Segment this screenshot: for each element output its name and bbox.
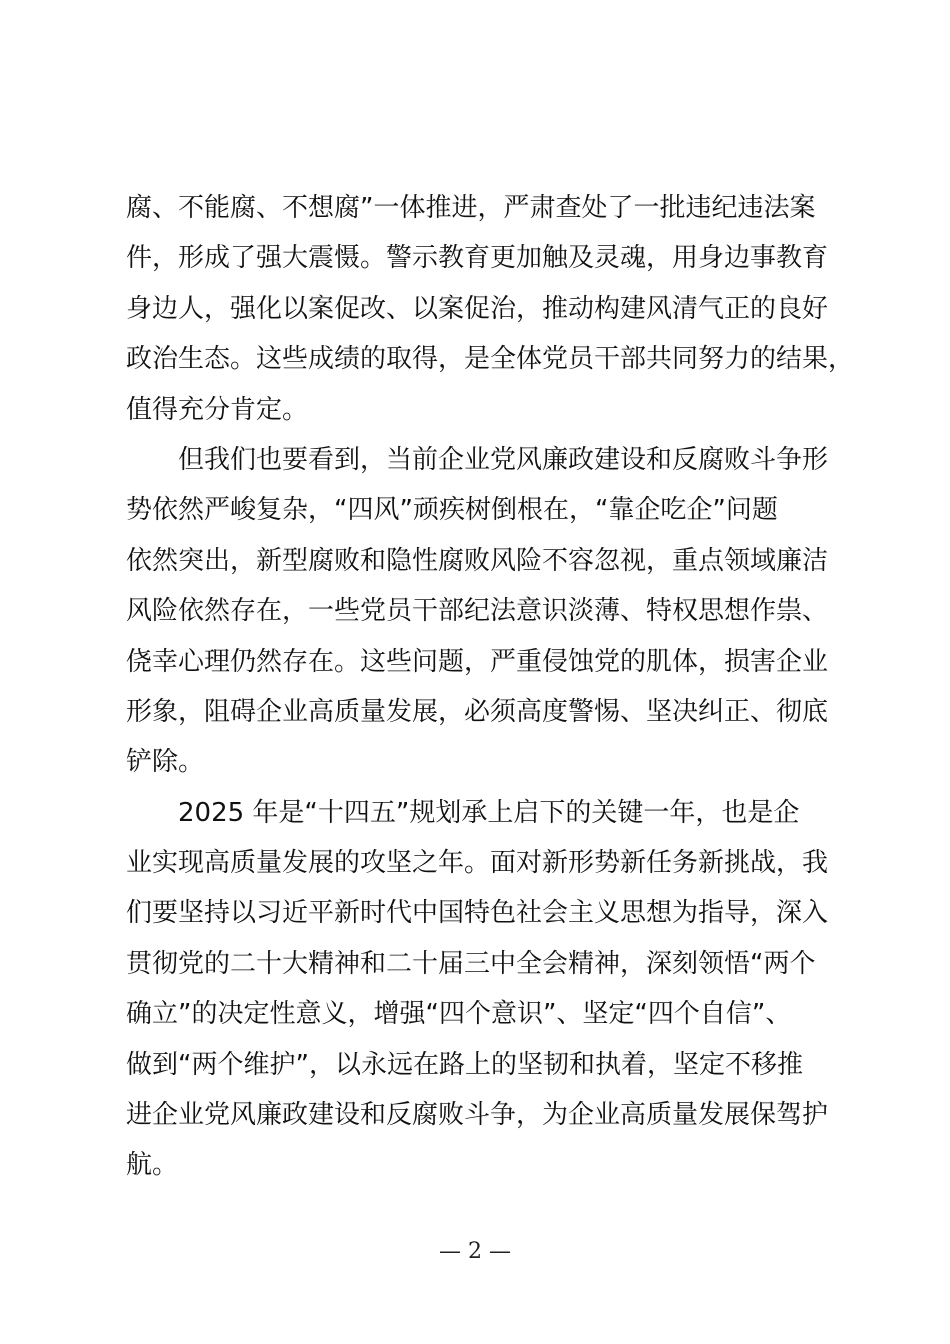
paragraph-line: 做到“两个维护”，以永远在路上的坚韧和执着，坚定不移推 <box>126 1049 803 1080</box>
page-number: — 2 — <box>439 1239 511 1264</box>
paragraph-line: 腐、不能腐、不想腐”一体推进，严肃查处了一批违纪违法案 <box>126 193 816 223</box>
paragraph-line: 进企业党风廉政建设和反腐败斗争，为企业高质量发展保驾护 <box>126 1100 829 1131</box>
paragraph-line: 们要坚持以习近平新时代中国特色社会主义思想为指导，深入 <box>126 898 829 929</box>
paragraph-line: 侥幸心理仍然存在。这些问题，严重侵蚀党的肌体，损害企业 <box>126 646 829 677</box>
paragraph-line: 2025 年是“十四五”规划承上启下的关键一年，也是企 <box>178 797 800 828</box>
paragraph-line: 铲除。 <box>126 747 205 778</box>
document-body <box>126 183 858 1191</box>
paragraph-line: 形象，阻碍企业高质量发展，必须高度警惕、坚决纠正、彻底 <box>126 696 829 727</box>
paragraph-line: 但我们也要看到，当前企业党风廉政建设和反腐败斗争形 <box>178 444 829 475</box>
paragraph-line: 势依然严峻复杂，“四风”顽疾树倒根在，“靠企吃企”问题 <box>126 495 778 526</box>
paragraph-2 <box>126 435 858 788</box>
paragraph-line: 贯彻党的二十大精神和二十届三中全会精神，深刻领悟“两个 <box>126 948 816 979</box>
paragraph-line: 件，形成了强大震慑。警示教育更加触及灵魂，用身边事教育 <box>126 243 829 274</box>
paragraph-line: 值得充分肯定。 <box>126 394 309 425</box>
paragraph-line: 依然突出，新型腐败和隐性腐败风险不容忽视，重点领域廉洁 <box>126 545 829 576</box>
paragraph-line: 航。 <box>126 1150 179 1181</box>
paragraph-line: 确立”的决定性意义，增强“四个意识”、坚定“四个自信”、 <box>126 999 792 1030</box>
paragraph-1 <box>126 183 858 435</box>
paragraph-line: 政治生态。这些成绩的取得，是全体党员干部共同努力的结果， <box>126 344 855 375</box>
paragraph-line: 风险依然存在，一些党员干部纪法意识淡薄、特权思想作祟、 <box>126 596 829 627</box>
paragraph-3 <box>126 788 858 1191</box>
paragraph-line: 业实现高质量发展的攻坚之年。面对新形势新任务新挑战，我 <box>126 848 829 879</box>
paragraph-line: 身边人，强化以案促改、以案促治，推动构建风清气正的良好 <box>126 293 829 324</box>
